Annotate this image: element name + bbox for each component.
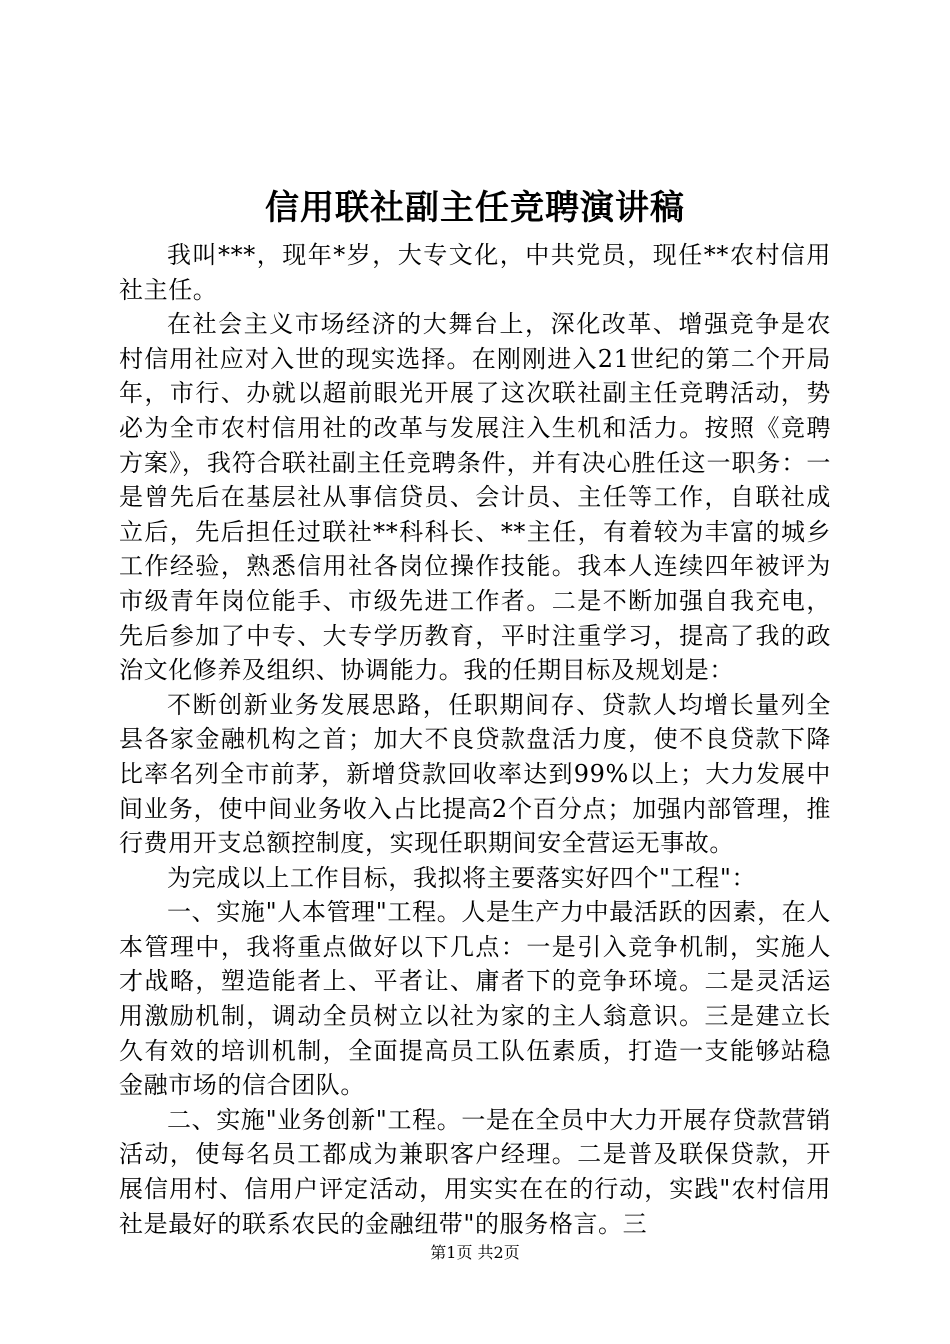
paragraph-project-one: 一、实施"人本管理"工程。人是生产力中最活跃的因素，在人本管理中，我将重点做好以下几点：一是引入竞争机制，实施人才战略，塑造能者上、平者让、庸者下的竞争环境。二是灵活运用激励机制，调动全员树立以社为家的主人翁意识。三是建立长久有效的培训机制，全面提高员工队伍素质，打造一支能够站稳金融市场的信合团队。 [119, 898, 831, 1100]
paragraph-qualifications: 在社会主义市场经济的大舞台上，深化改革、增强竞争是农村信用社应对入世的现实选择。在刚刚进入21世纪的第二个开局年，市行、办就以超前眼光开展了这次联社副主任竞聘活动，势必为全市农村信用社的改革与发展注入生机和活力。按照《竞聘方案》，我符合联社副主任竞聘条件，并有决心胜任这一职务：一是曾先后在基层社从事信贷员、会计员、主任等工作，自联社成立后，先后担任过联社**科科长、**主任，有着较为丰富的城乡工作经验，熟悉信用社各岗位操作技能。我本人连续四年被评为市级青年岗位能手、市级先进工作者。二是不断加强自我充电，先后参加了中专、大专学历教育，平时注重学习，提高了我的政治文化修养及组织、协调能力。我的任期目标及规划是： [119, 310, 831, 685]
paragraph-project-two: 二、实施"业务创新"工程。一是在全员中大力开展存贷款营销活动，使每名员工都成为兼职客户经理。二是普及联保贷款，开展信用村、信用户评定活动，用实实在在的行动，实践"农村信用社是最好的联系农民的金融纽带"的服务格言。三 [119, 1105, 831, 1238]
page-number-footer: 第1页 共2页 [430, 1243, 520, 1262]
paragraph-four-projects: 为完成以上工作目标，我拟将主要落实好四个"工程"： [167, 863, 757, 892]
document-title: 信用联社副主任竞聘演讲稿 [265, 188, 685, 228]
document-body [119, 238, 831, 1241]
paragraph-intro: 我叫***，现年*岁，大专文化，中共党员，现任**农村信用社主任。 [119, 241, 831, 304]
paragraph-goals: 不断创新业务发展思路，任职期间存、贷款人均增长量列全县各家金融机构之首；加大不良贷款盘活力度，使不良贷款下降比率名列全市前茅，新增贷款回收率达到99%以上；大力发展中间业务，使中间业务收入占比提高2个百分点；加强内部管理，推行费用开支总额控制度，实现任职期间安全营运无事故。 [119, 690, 831, 858]
